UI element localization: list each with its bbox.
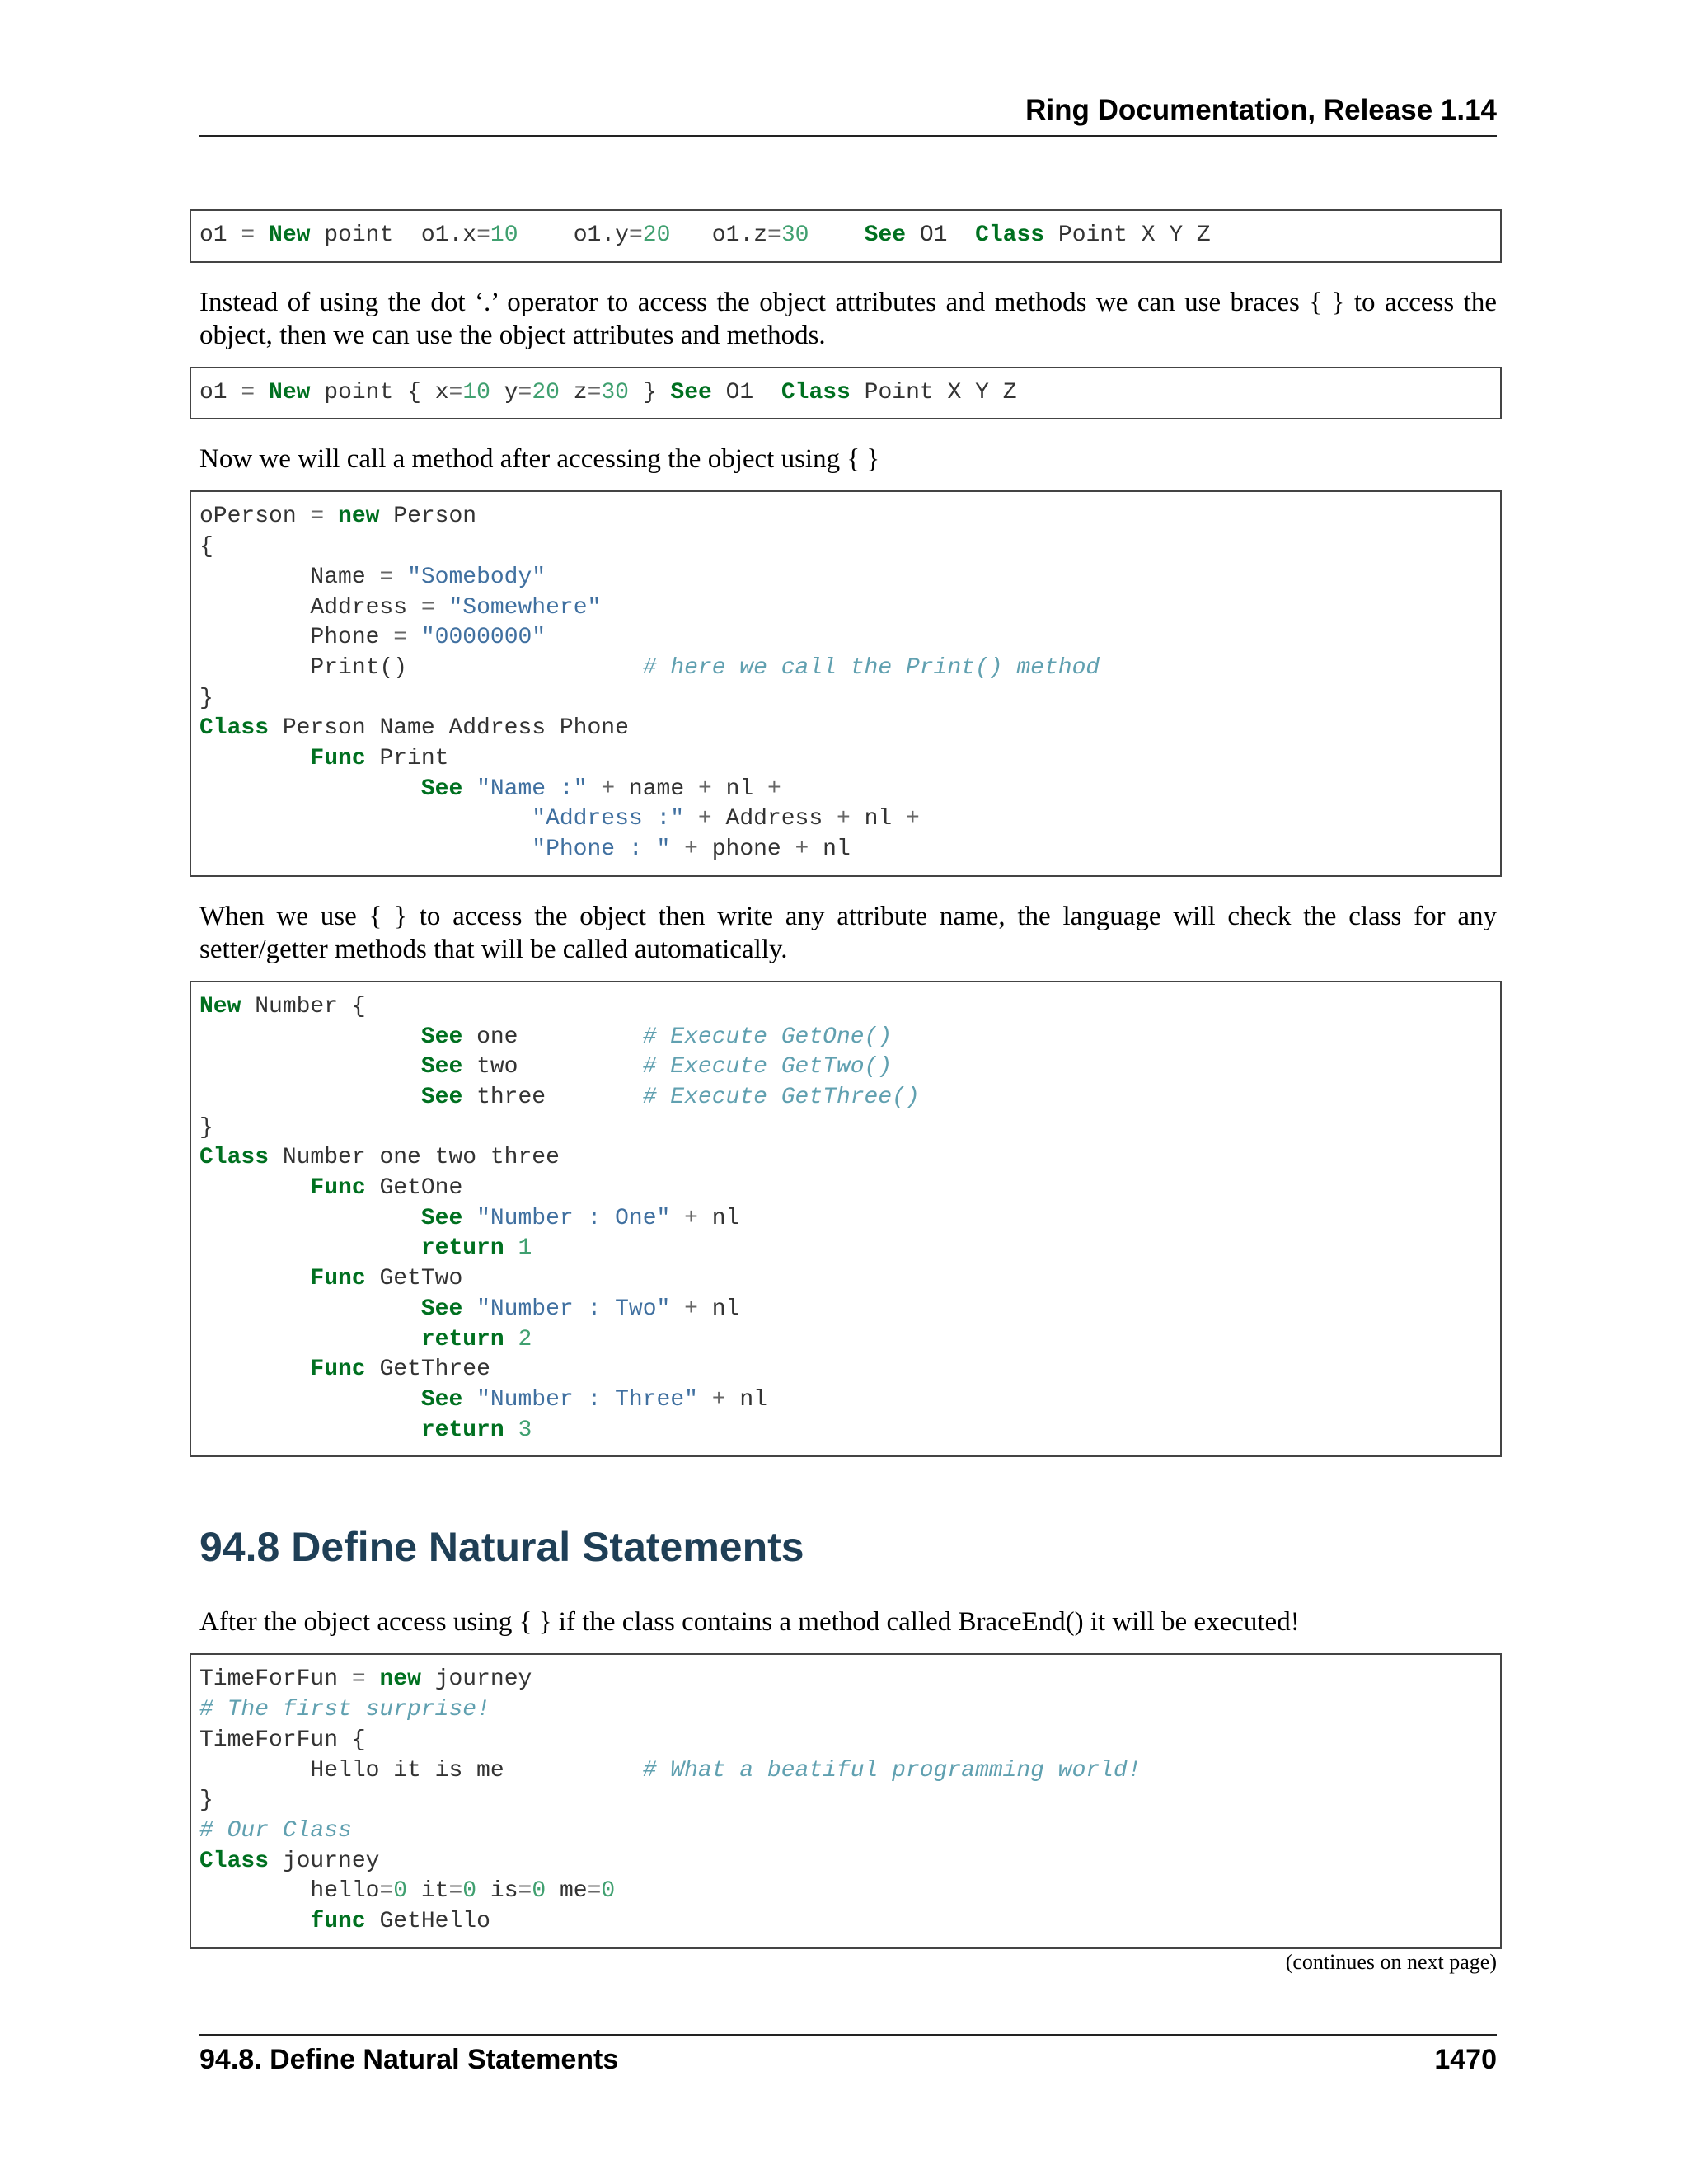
code-token: } <box>199 1788 213 1814</box>
code-token <box>199 1387 421 1413</box>
code-token: = <box>448 379 463 405</box>
code-token <box>199 1357 310 1382</box>
code-line <box>199 1878 615 1904</box>
document-title: Ring Documentation, Release 1.14 <box>1025 94 1497 126</box>
code-line <box>199 1818 352 1844</box>
code-token: } <box>628 379 671 405</box>
code-token: + <box>836 806 851 832</box>
code-token: + <box>795 837 809 863</box>
code-keyword: Func <box>310 1175 366 1202</box>
code-line <box>199 994 366 1019</box>
paragraph-braces-intro: Instead of using the dot ‘.’ operator to access the object attributes and methods we can use braces { } to access the object, then we can use the object attributes and methods. <box>199 287 1497 350</box>
code-token <box>199 1054 421 1080</box>
code-token: 0 <box>462 1878 477 1905</box>
code-token: Address <box>711 806 837 832</box>
code-keyword: New <box>199 993 241 1019</box>
code-keyword: Class <box>199 715 270 742</box>
code-token: is <box>476 1878 518 1905</box>
code-token <box>255 380 269 405</box>
code-keyword: See <box>420 1386 463 1413</box>
code-token: 2 <box>518 1326 532 1352</box>
code-token: + <box>906 806 920 832</box>
code-token <box>670 837 684 862</box>
code-token: nl <box>850 806 906 832</box>
code-line <box>199 625 546 650</box>
code-keyword: return <box>420 1417 504 1443</box>
code-token: = <box>241 379 256 405</box>
code-line <box>199 806 920 832</box>
code-token: 10 <box>462 379 490 405</box>
code-token: oPerson <box>199 504 311 530</box>
code-line <box>199 1085 920 1110</box>
code-token <box>255 223 269 248</box>
code-token: journey <box>269 1848 380 1874</box>
code-token: 20 <box>642 223 671 248</box>
continues-note: (continues on next page) <box>1285 1950 1497 1974</box>
code-token: "Address :" <box>532 806 685 832</box>
code-token: nl <box>711 776 767 802</box>
code-line <box>199 715 629 741</box>
code-token <box>588 776 602 802</box>
code-token: "Phone : " <box>532 837 671 863</box>
code-keyword: See <box>420 1054 463 1080</box>
code-token: "0000000" <box>420 625 546 651</box>
code-token: Print() <box>199 654 643 681</box>
code-token: = <box>448 1878 463 1905</box>
code-token: + <box>697 806 712 832</box>
code-token: point { x <box>310 379 449 405</box>
code-token: Number { <box>241 993 366 1019</box>
code-token: Point X Y Z <box>1044 223 1211 248</box>
code-comment: # Execute GetThree() <box>642 1084 920 1110</box>
code-token <box>199 1206 421 1231</box>
code-keyword: return <box>420 1235 504 1262</box>
code-token: = <box>393 625 408 651</box>
code-token <box>199 1266 310 1291</box>
code-token: y <box>490 379 518 405</box>
code-token: nl <box>697 1296 740 1322</box>
code-line <box>199 1327 532 1352</box>
code-line <box>199 746 448 771</box>
code-token <box>366 1666 380 1692</box>
code-keyword: See <box>670 379 712 405</box>
code-line <box>199 1054 892 1080</box>
code-token: = <box>587 379 602 405</box>
code-token <box>504 1327 518 1352</box>
code-comment: # What a beatiful programming world! <box>642 1757 1142 1783</box>
footer-section: 94.8. Define Natural Statements <box>199 2044 619 2075</box>
code-comment: # The first surprise! <box>199 1697 490 1723</box>
code-token: + <box>684 837 698 863</box>
code-token <box>698 1387 712 1413</box>
code-keyword: See <box>864 223 907 248</box>
code-line <box>199 565 546 590</box>
code-token: 1 <box>518 1235 532 1262</box>
code-token: two <box>462 1054 643 1080</box>
code-token: = <box>476 223 490 248</box>
code-token: = <box>420 594 435 621</box>
code-line <box>199 1145 560 1170</box>
code-token: it <box>407 1878 449 1905</box>
code-comment: # Execute GetOne() <box>642 1024 893 1050</box>
code-keyword: See <box>420 1024 463 1050</box>
code-token <box>462 1296 476 1322</box>
code-token: Point X Y Z <box>850 379 1017 405</box>
code-line <box>199 504 476 529</box>
code-token: Address <box>199 594 421 621</box>
code-token: z <box>559 379 588 405</box>
code-token: "Name :" <box>476 776 588 802</box>
code-keyword: Class <box>975 223 1045 248</box>
code-token <box>199 1296 421 1322</box>
code-token <box>324 504 338 529</box>
code-keyword: Func <box>310 1357 366 1383</box>
code-token: TimeForFun { <box>199 1727 366 1753</box>
code-keyword: See <box>420 1084 463 1110</box>
code-token <box>462 1206 476 1231</box>
code-token: 20 <box>532 379 560 405</box>
code-comment: # here we call the Print() method <box>642 654 1100 681</box>
code-line <box>199 1357 490 1382</box>
code-token: nl <box>725 1386 767 1413</box>
code-line <box>199 1115 213 1141</box>
code-line <box>199 1666 532 1692</box>
running-header <box>199 92 1497 137</box>
code-token <box>199 806 532 832</box>
code-token: = <box>767 223 781 248</box>
code-token: = <box>518 1878 532 1905</box>
code-block-5[interactable] <box>190 1653 1502 1948</box>
code-token <box>684 806 698 832</box>
code-token: 0 <box>601 1878 616 1905</box>
code-token: = <box>628 223 643 248</box>
code-keyword: Class <box>199 1848 270 1874</box>
code-token: = <box>351 1666 366 1693</box>
code-token: 30 <box>601 379 629 405</box>
page-content <box>190 209 1508 1949</box>
code-line <box>199 1788 213 1813</box>
code-line <box>199 1024 892 1050</box>
code-keyword: new <box>379 1666 421 1693</box>
code-token <box>462 1387 476 1413</box>
code-line <box>199 223 1211 248</box>
code-token <box>670 1206 684 1231</box>
code-token: phone <box>697 837 795 863</box>
code-token: Name <box>199 564 380 590</box>
code-token: nl <box>809 837 851 863</box>
code-token: = <box>310 504 325 530</box>
code-line <box>199 1909 490 1934</box>
code-token: + <box>684 1205 698 1231</box>
code-line <box>199 686 213 711</box>
paragraph-brace-end: After the object access using { } if the class contains a method called BraceEnd() it will be executed! <box>199 1607 1300 1638</box>
code-line <box>199 1849 379 1874</box>
code-token: Phone <box>199 625 394 651</box>
code-keyword: See <box>420 1296 463 1322</box>
code-token <box>462 776 476 802</box>
code-line <box>199 837 851 862</box>
code-keyword: Func <box>310 746 366 772</box>
code-token: 10 <box>490 223 518 248</box>
code-token: = <box>587 1878 602 1905</box>
code-token <box>407 625 421 650</box>
code-token: "Somewhere" <box>448 594 602 621</box>
code-token <box>199 1327 421 1352</box>
code-token: Hello it is me <box>199 1757 643 1783</box>
code-token: GetTwo <box>365 1266 463 1292</box>
code-keyword: See <box>420 1205 463 1231</box>
code-line <box>199 380 1017 405</box>
code-token: one <box>462 1024 643 1050</box>
code-token: point o1.x <box>310 223 477 248</box>
code-token: Print <box>365 746 449 772</box>
code-token: + <box>601 776 616 802</box>
code-token: name <box>615 776 698 802</box>
code-token: = <box>241 223 256 248</box>
code-token: 0 <box>393 1878 408 1905</box>
code-token: O1 <box>906 223 976 248</box>
code-token: o1.y <box>518 223 629 248</box>
code-token: o1 <box>199 223 241 248</box>
code-line <box>199 534 213 560</box>
code-token: me <box>546 1878 588 1905</box>
paragraph-call-method: Now we will call a method after accessing the object using { } <box>199 444 880 475</box>
code-line <box>199 1266 462 1291</box>
code-token <box>199 1085 421 1110</box>
code-token: } <box>199 1114 213 1141</box>
code-token: 3 <box>518 1417 532 1443</box>
code-token: Number one two three <box>269 1145 560 1171</box>
code-token <box>393 565 407 590</box>
code-token: + <box>697 776 712 802</box>
code-line <box>199 1418 532 1443</box>
paragraph-setter-getter: When we use { } to access the object then write any attribute name, the language will check the class for any setter/getter methods that will be called automatically. <box>199 901 1497 964</box>
code-token: "Number : Two" <box>476 1296 671 1322</box>
code-comment: # Our Class <box>199 1817 352 1844</box>
code-line <box>199 1175 462 1201</box>
code-token <box>199 1175 310 1201</box>
code-token: journey <box>420 1666 532 1693</box>
code-token: o1 <box>199 379 241 405</box>
code-keyword: Class <box>781 379 851 405</box>
code-token: 30 <box>781 223 809 248</box>
code-keyword: New <box>269 379 311 405</box>
code-token: { <box>199 534 213 560</box>
code-keyword: new <box>338 504 380 530</box>
code-token: O1 <box>711 379 781 405</box>
code-token: "Number : One" <box>476 1205 671 1231</box>
code-token <box>199 837 532 862</box>
code-token: three <box>462 1084 643 1110</box>
code-line <box>199 776 781 802</box>
code-line <box>199 1727 366 1753</box>
page-footer <box>199 2034 1497 2076</box>
code-token: o1.z <box>670 223 767 248</box>
code-comment: # Execute GetTwo() <box>642 1054 893 1080</box>
code-block-2[interactable] <box>190 367 1502 420</box>
code-token: GetThree <box>365 1357 490 1383</box>
code-token <box>809 223 864 248</box>
code-token: "Number : Three" <box>476 1386 698 1413</box>
code-line <box>199 1206 739 1231</box>
code-token: GetOne <box>365 1175 463 1202</box>
code-token <box>199 1024 421 1050</box>
code-token <box>199 1418 421 1443</box>
code-block-4[interactable] <box>190 981 1502 1458</box>
code-token <box>199 1909 310 1934</box>
code-token: + <box>684 1296 698 1322</box>
code-keyword: See <box>420 776 463 802</box>
code-token: nl <box>697 1205 740 1231</box>
code-line <box>199 1697 490 1722</box>
code-token <box>199 1235 421 1261</box>
code-token <box>199 746 310 771</box>
code-token <box>435 595 449 621</box>
code-token: GetHello <box>365 1909 490 1935</box>
code-token: "Somebody" <box>407 564 546 590</box>
code-token: + <box>767 776 781 802</box>
code-line <box>199 1296 739 1322</box>
code-token: Person <box>379 504 477 530</box>
code-token: } <box>199 685 213 711</box>
code-line <box>199 655 1100 681</box>
code-token: = <box>379 564 394 590</box>
code-line <box>199 1758 1142 1783</box>
code-token <box>670 1296 684 1322</box>
code-token: TimeForFun <box>199 1666 352 1693</box>
code-keyword: Func <box>310 1266 366 1292</box>
code-token: + <box>711 1386 726 1413</box>
code-token <box>504 1235 518 1261</box>
code-token: Person Name Address Phone <box>269 715 629 742</box>
code-token: hello <box>199 1878 380 1905</box>
code-token <box>504 1418 518 1443</box>
code-token: 0 <box>532 1878 546 1905</box>
code-line <box>199 1235 532 1261</box>
code-keyword: return <box>420 1326 504 1352</box>
code-block-1[interactable] <box>190 209 1502 263</box>
page-number: 1470 <box>1434 2044 1497 2075</box>
code-token <box>199 776 421 802</box>
code-token: = <box>518 379 532 405</box>
code-token: = <box>379 1878 394 1905</box>
code-keyword: New <box>269 223 311 248</box>
section-heading: 94.8 Define Natural Statements <box>199 1524 804 1571</box>
code-block-3[interactable] <box>190 490 1502 876</box>
code-line <box>199 595 601 621</box>
code-line <box>199 1387 767 1413</box>
code-keyword: func <box>310 1909 366 1935</box>
code-keyword: Class <box>199 1145 270 1171</box>
